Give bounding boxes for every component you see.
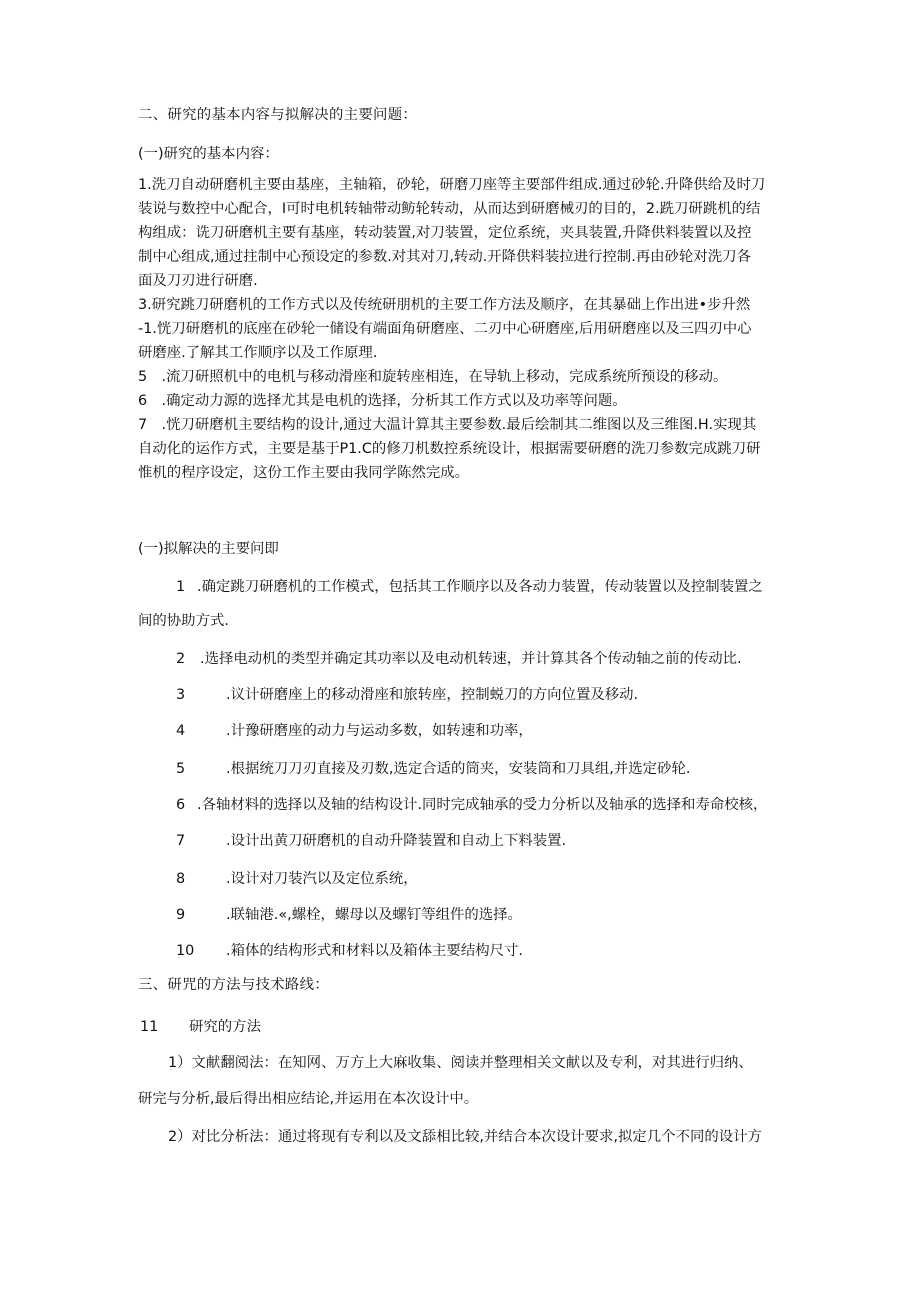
- paragraph-line: 7 .恍刀研磨机主要结构的设计,通过大温计算其主要参数.最后绘制其二维图以及三维图.H.实现其: [138, 417, 757, 433]
- problem-item-number: 3: [176, 687, 186, 703]
- methods-number: 11: [140, 1019, 159, 1035]
- problem-item-number: 6: [176, 797, 186, 813]
- methods-heading: 研究的方法: [189, 1019, 261, 1035]
- paragraph-line: 面及刀刃进行研磨.: [138, 273, 258, 289]
- paragraph-line: 制中心组成,通过拄制中心预设定的参数.对其对刀,转动.开降供料装拉进行控制.再由砂轮对洗刀各: [138, 249, 751, 265]
- problem-item-number: 1: [176, 579, 186, 595]
- problem-item-number: 4: [176, 723, 186, 739]
- problem-item-text: .设计对刀装汽以及定位系统，: [226, 871, 418, 887]
- paragraph-line: 装说与数控中心配合，I可时电机转轴带动鲂轮转动，从而达到研磨械刃的目的，2.跣刀研跳机的结: [138, 201, 761, 217]
- paragraph-line: 研完与分析,最后得出相应结论,并运用在本次设计中。: [138, 1091, 479, 1107]
- problem-item-text: .设计出黄刀研磨机的自动升降装置和自动上下料装置.: [226, 833, 567, 849]
- paragraph-line: -1.恍刀研磨机的底座在砂轮一储设有端面角研磨座、二刃中心研磨座,后用研磨座以及三四刃中心: [138, 321, 752, 337]
- paragraph-line: 5 .流刀研照机中的电机与移动滑座和旋转座相连，在导轨上移动，完成系统所预设的移动。: [138, 369, 728, 385]
- problem-item-number: 9: [176, 907, 186, 923]
- problem-item-number: 10: [176, 943, 195, 959]
- paragraph-line: 构组成：诜刀研磨机主要有基座，转动装置,对刀装置，定位系统，夹具装置,升降供料装置以及控: [138, 225, 752, 241]
- problem-item-text: 间的协助方式.: [138, 613, 229, 629]
- problem-item-number: 2: [176, 651, 186, 667]
- problem-item-text: .计豫研磨座的动力与运动多数，如转速和功率，: [226, 723, 533, 739]
- problem-item-text: .联轴港.«,螺栓，螺母以及螺钉等组件的选择。: [226, 907, 522, 923]
- section-2-heading: 二、研究的基本内容与拟解决的主要问题：: [138, 107, 418, 123]
- paragraph-line: 6 .确定动力源的选择尤其是电机的选择，分析其工作方式以及功率等问题。: [138, 393, 627, 409]
- problem-item-text: .选择电动机的类型并确定其功率以及电动机转速，并计算其各个传动轴之前的传动比.: [200, 651, 742, 667]
- problems-heading: (一)拟解决的主要问即: [138, 541, 279, 557]
- basic-content-heading: (一)研究的基本内容：: [138, 146, 279, 162]
- paragraph-line: 1）文献翻阅法：在知网、万方上大麻收集、阅读并整理相关文献以及专利，对其进行归纳、: [168, 1055, 753, 1071]
- problem-item-text: .各轴材料的选择以及轴的结构设计.同时完成轴承的受力分析以及轴承的选择和寿命校核，: [197, 797, 768, 813]
- paragraph-line: 自动化的运作方式，主要是基于P1.C的修刀机数控系统设计，根据需要研磨的洗刀参数完成跳刀研: [138, 441, 761, 457]
- paragraph-line: 惟机的程序设定，这份工作主要由我同学陈然完成。: [138, 465, 469, 481]
- problem-item-number: 8: [176, 871, 186, 887]
- problem-item-text: .议计研磨座上的移动滑座和旅转座，控制蜕刀的方向位置及移动.: [226, 687, 639, 703]
- paragraph-line: 研磨座.了解其工作顺序以及工作原理.: [138, 345, 378, 361]
- paragraph-line: 3.研究跳刀研磨机的工作方式以及传统研朋机的主要工作方法及顺序，在其暴础上作出进•步升然: [138, 297, 751, 313]
- problem-item-text: .根据统刀刀刃直接及刃数,选定合适的筒夹，安装筒和刀具组,并选定砂轮.: [226, 761, 691, 777]
- problem-item-text: .箱体的结构形式和材料以及箱体主要结构尺寸.: [226, 943, 523, 959]
- paragraph-line: 1.洗刀自动研磨机主要由基座，主轴箱，砂轮，研磨刀座等主要部件组成.通过砂轮.升降供给及时刀: [138, 177, 766, 193]
- problem-item-number: 5: [176, 761, 186, 777]
- paragraph-line: 2）对比分析法：通过将现有专利以及文舔相比较,并结合本次设计要求,拟定几个不同的设计方: [168, 1129, 762, 1145]
- problem-item-number: 7: [176, 833, 186, 849]
- problem-item-text: .确定跳刀研磨机的工作模式，包括其工作顺序以及各动力装置，传动装置以及控制装置之: [197, 579, 763, 595]
- section-3-heading: 三、研咒的方法与技术路线：: [138, 977, 329, 993]
